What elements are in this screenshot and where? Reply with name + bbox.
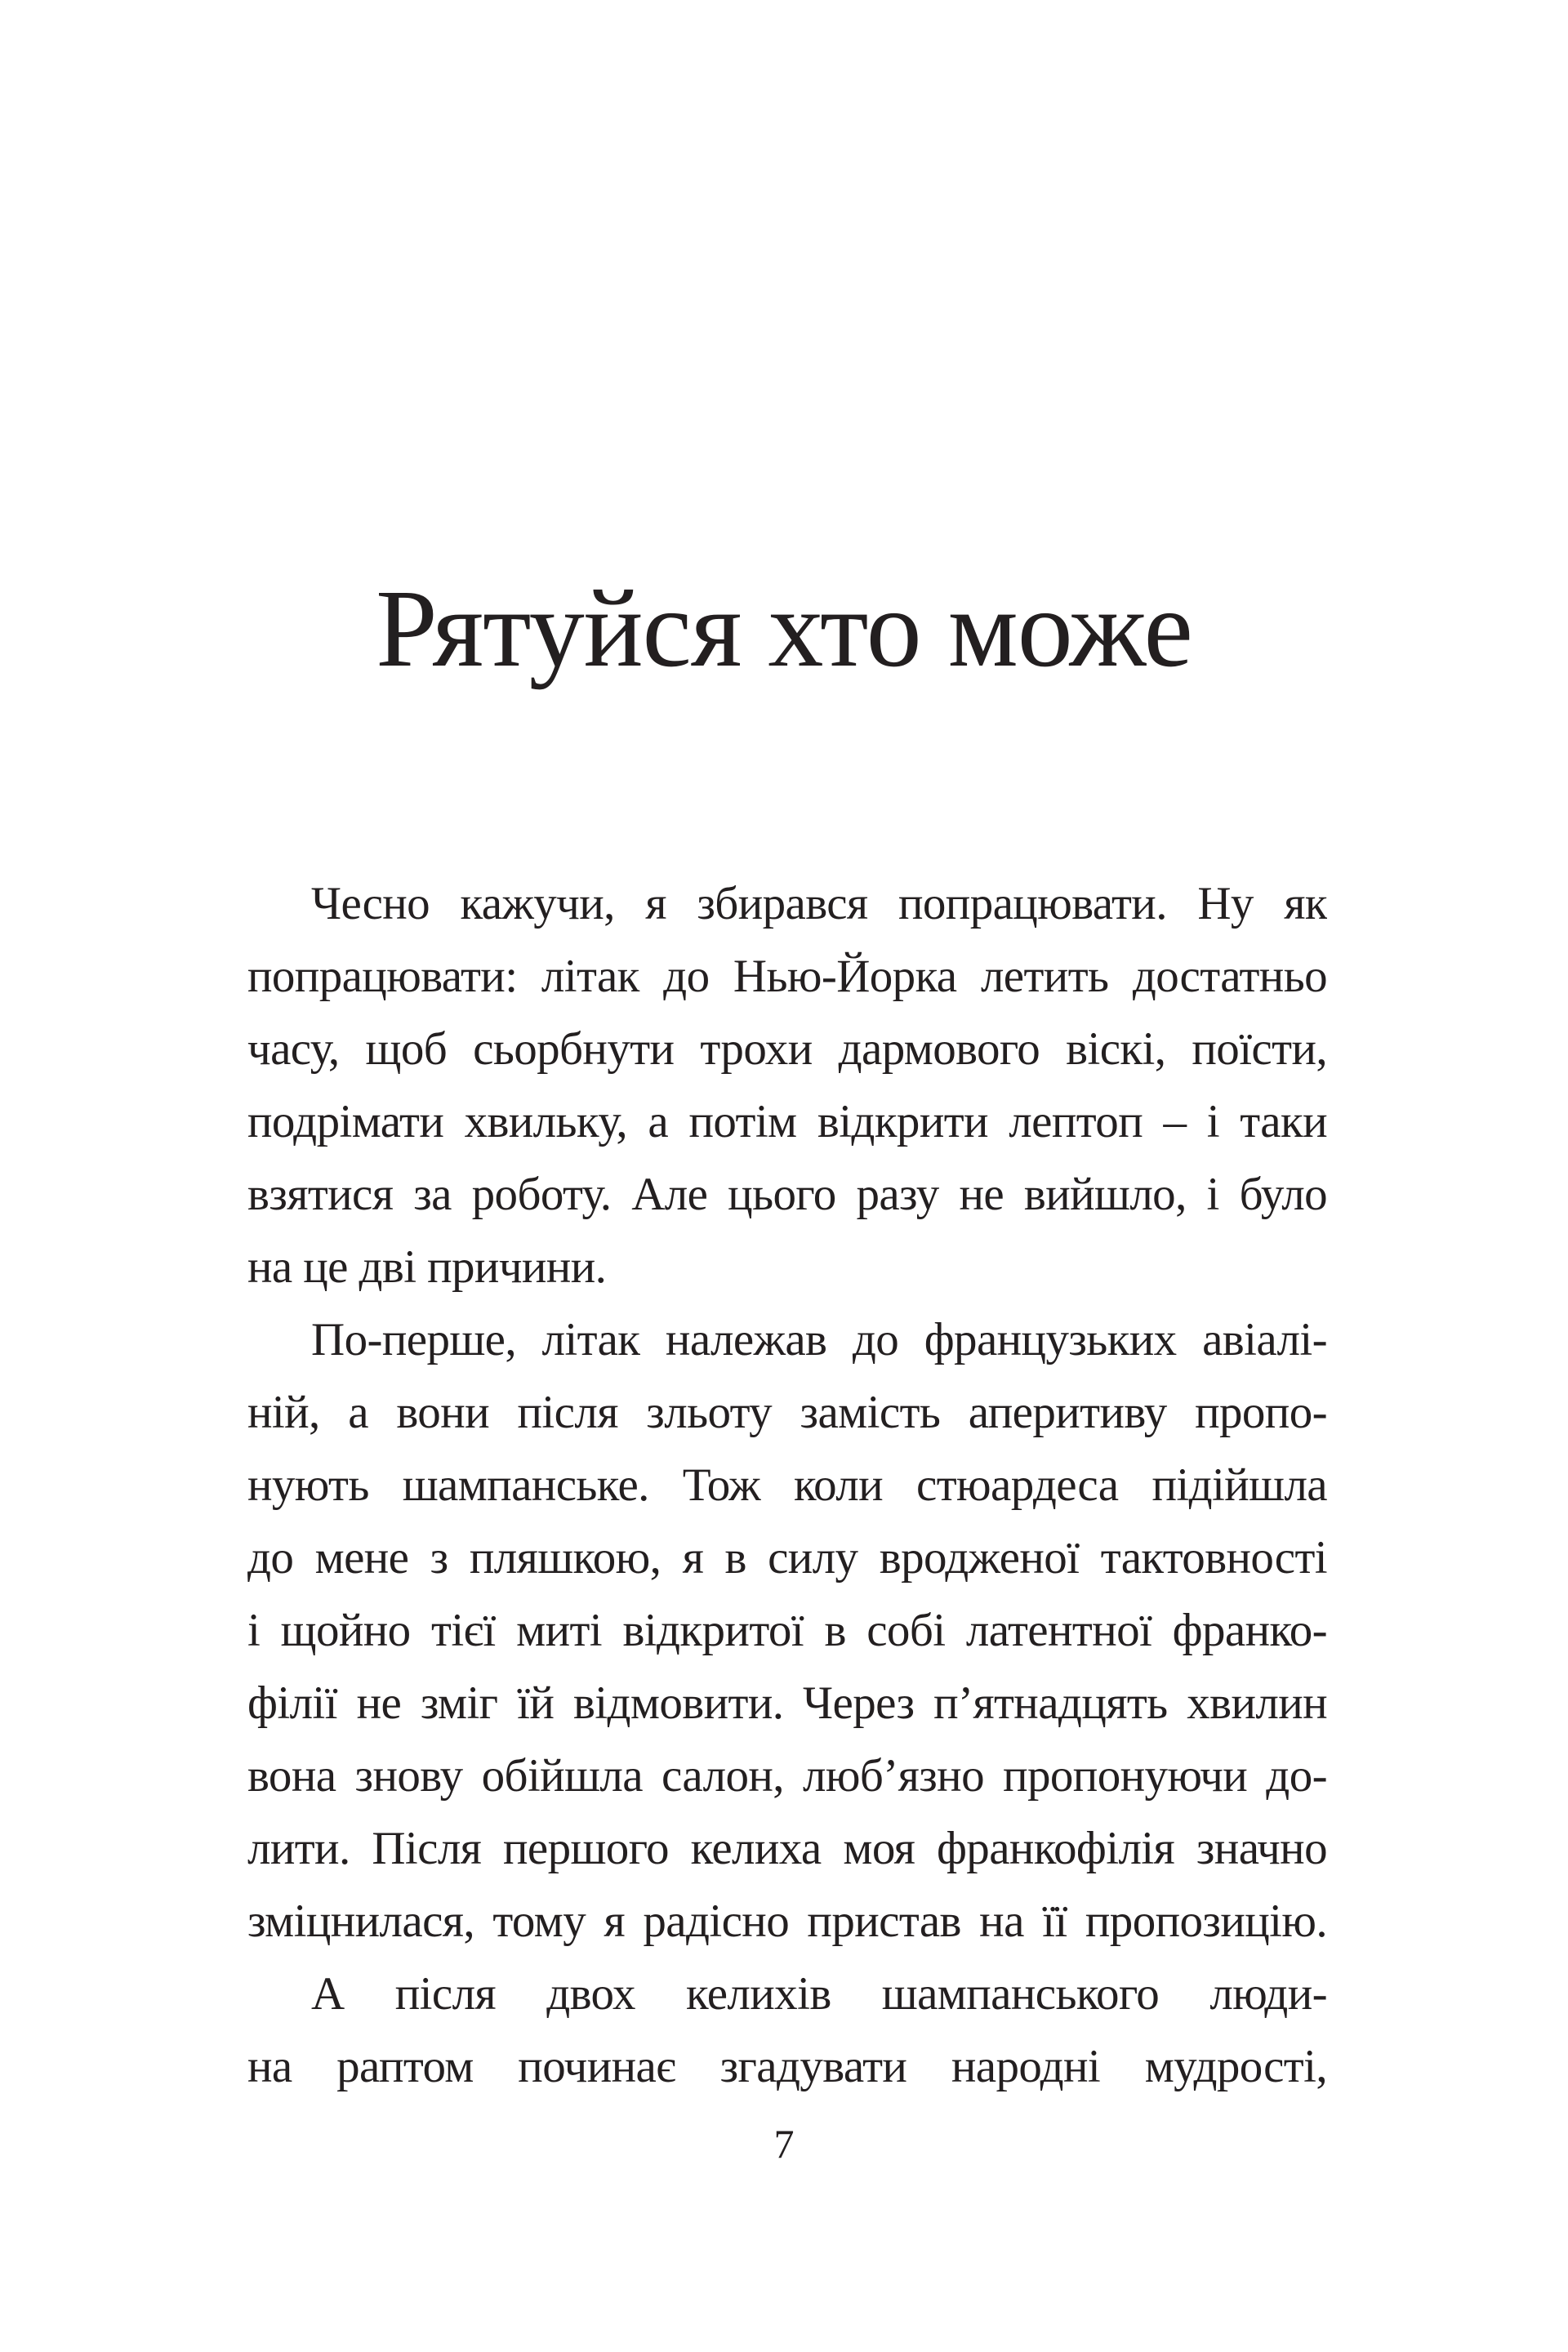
text-line: зміцнилася, тому я радісно пристав на її пропозицію. [247,1895,1327,1947]
text-line: вона знову обійшла салон, люб’язно пропонуючи до- [247,1750,1327,1802]
body-text [247,867,1327,2103]
text-line: на це дві причини. [247,1241,607,1293]
text-line: взятися за роботу. Але цього разу не вийшло, і було [247,1169,1327,1220]
text-line: і щойно тієї миті відкритої в собі латентної франко- [247,1605,1327,1656]
page-number: 7 [773,2121,795,2167]
text-line: ній, а вони після зльоту замість аперитиву пропо- [247,1387,1327,1438]
text-line: нують шампанське. Тож коли стюардеса підійшла [247,1459,1327,1511]
text-line: А після двох келихів шампанського люди- [311,1968,1327,2020]
text-line: попрацювати: літак до Нью-Йорка летить достатньо [247,951,1327,1002]
text-line: Чесно кажучи, я збирався попрацювати. Ну як [311,878,1327,929]
text-line: часу, щоб сьорбнути трохи дармового віскі, поїсти, [247,1023,1327,1075]
text-line: на раптом починає згадувати народні мудрості, [247,2041,1327,2092]
text-line: філії не зміг їй відмовити. Через п’ятнадцять хвилин [247,1677,1327,1729]
chapter-title: Рятуйся хто може [376,568,1192,690]
text-line: подрімати хвильку, а потім відкрити лептоп – і таки [247,1096,1327,1147]
text-line: лити. Після першого келиха моя франкофілія значно [247,1823,1327,1874]
text-line: По-перше, літак належав до французьких авіалі- [311,1314,1327,1365]
text-line: до мене з пляшкою, я в силу вродженої тактовності [247,1532,1327,1584]
